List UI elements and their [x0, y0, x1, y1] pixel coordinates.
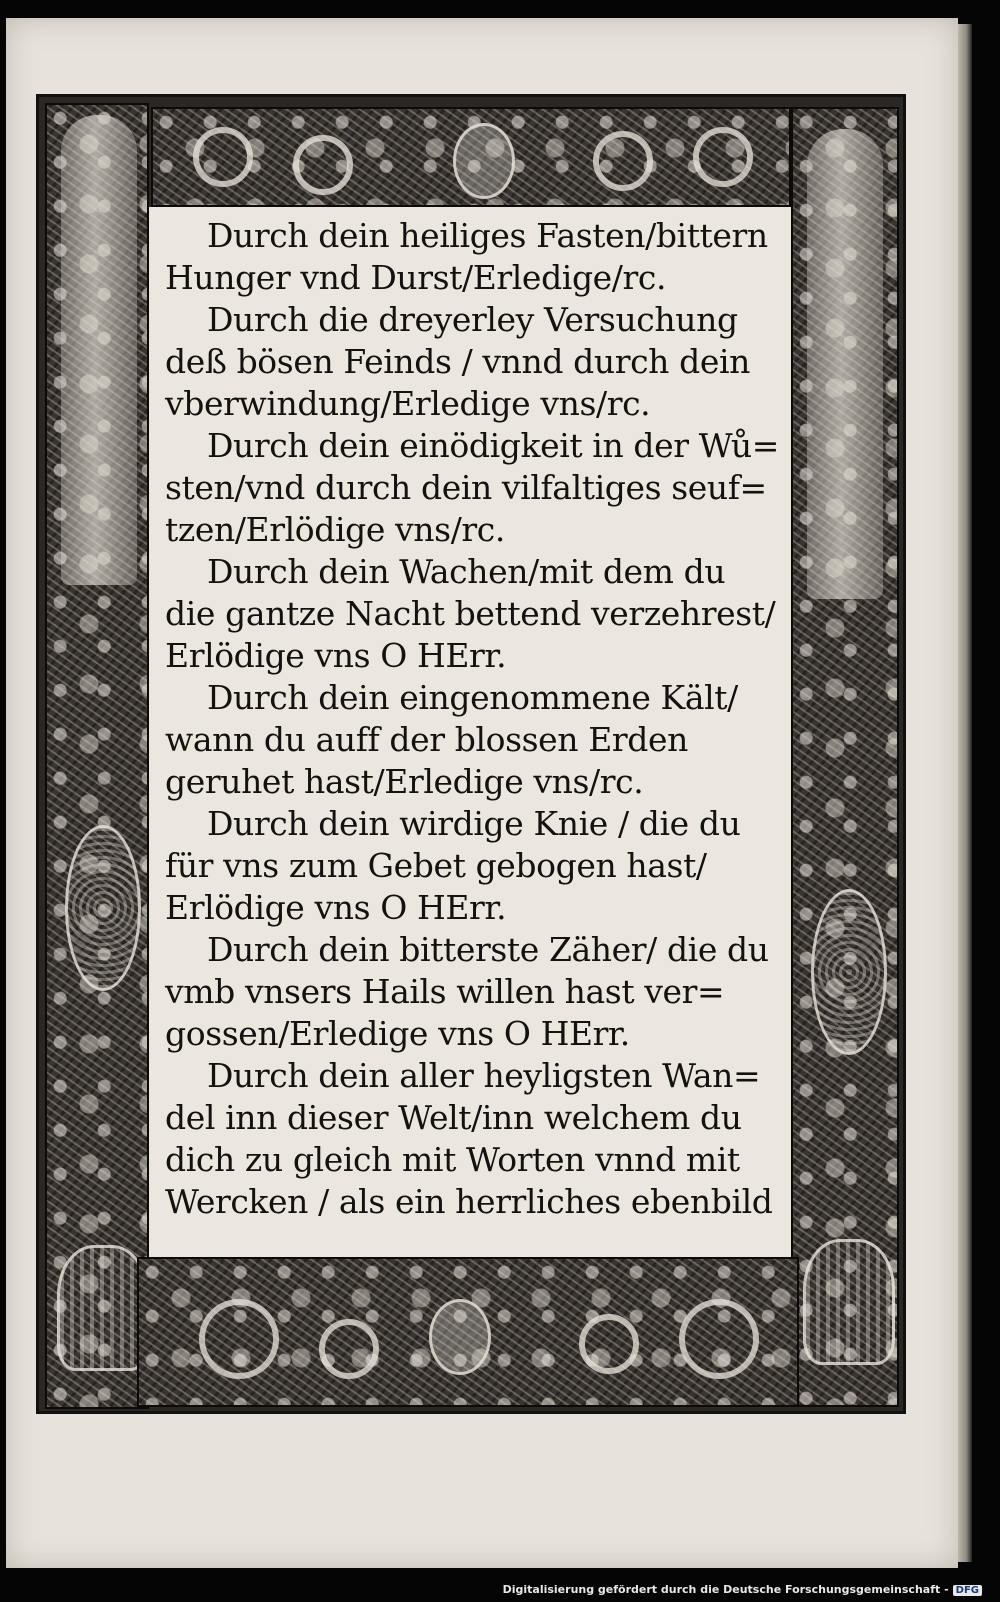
- text-line: Durch dein bitterste Zäher/ die du: [207, 930, 769, 969]
- scroll-ornament: [693, 127, 753, 187]
- text-line: Durch dein Wachen/mit dem du: [207, 552, 726, 591]
- text-line: tzen/Erlödige vns/rc.: [165, 510, 505, 549]
- text-line: Durch dein heiliges Fasten/bittern: [207, 216, 768, 255]
- text-line: vberwindung/Erledige vns/rc.: [165, 384, 651, 423]
- text-line: Durch dein einödigkeit in der Wů=: [207, 426, 780, 465]
- text-line: Hunger vnd Durst/Erledige/rc.: [165, 258, 667, 297]
- text-line: vmb vnsers Hails willen hast ver=: [165, 972, 725, 1011]
- left-ornament-pillar: [45, 103, 149, 1409]
- scroll-ornament: [319, 1319, 379, 1379]
- text-line: del inn dieser Welt/inn welchem du: [165, 1098, 742, 1137]
- scroll-ornament: [579, 1314, 639, 1374]
- scroll-ornament: [293, 135, 353, 195]
- scroll-ornament: [199, 1299, 279, 1379]
- text-line: geruhet hast/Erledige vns/rc.: [165, 762, 644, 801]
- top-ornament-band: [151, 107, 791, 207]
- medallion-ornament: [811, 889, 887, 1055]
- mask-ornament: [453, 123, 515, 199]
- text-line: deß bösen Feinds / vnnd durch dein: [165, 342, 750, 381]
- page-edge: [958, 24, 972, 1562]
- text-line: die gantze Nacht bettend verzehrest/: [165, 594, 776, 633]
- right-ornament-pillar: [791, 107, 899, 1407]
- credit-text: Digitalisierung gefördert durch die Deutsche Forschungsgemeinschaft -: [502, 1583, 949, 1596]
- woodcut-border-frame: [36, 94, 906, 1414]
- fruit-bowl-ornament: [429, 1299, 491, 1375]
- text-line: wann du auff der blossen Erden: [165, 720, 689, 759]
- text-line: Durch die dreyerley Versuchung: [207, 300, 738, 339]
- litany-text-block: [149, 207, 791, 1257]
- vase-ornament: [57, 1245, 149, 1371]
- bottom-ornament-band: [137, 1257, 799, 1407]
- text-line: sten/vnd durch dein vilfaltiges seuf=: [165, 468, 767, 507]
- text-line: Durch dein wirdige Knie / die du: [207, 804, 741, 843]
- standing-figure-ornament: [61, 115, 137, 585]
- text-line: dich zu gleich mit Worten vnnd mit: [165, 1140, 740, 1179]
- text-line: Durch dein aller heyligsten Wan=: [207, 1056, 761, 1095]
- digitization-credit: [503, 1583, 982, 1596]
- standing-figure-ornament: [807, 129, 883, 599]
- medallion-ornament: [65, 825, 141, 991]
- text-line: Wercken / als ein herrliches ebenbild: [165, 1182, 773, 1221]
- scroll-ornament: [193, 127, 253, 187]
- dfg-logo: DFG: [953, 1585, 982, 1596]
- text-line: Durch dein eingenommene Kält/: [207, 678, 738, 717]
- text-line: Erlödige vns O HErr.: [165, 636, 507, 675]
- scroll-ornament: [593, 131, 653, 191]
- vase-ornament: [803, 1239, 895, 1365]
- text-line: Erlödige vns O HErr.: [165, 888, 507, 927]
- scroll-ornament: [679, 1299, 759, 1379]
- text-line: für vns zum Gebet gebogen hast/: [165, 846, 707, 885]
- text-line: gossen/Erledige vns O HErr.: [165, 1014, 630, 1053]
